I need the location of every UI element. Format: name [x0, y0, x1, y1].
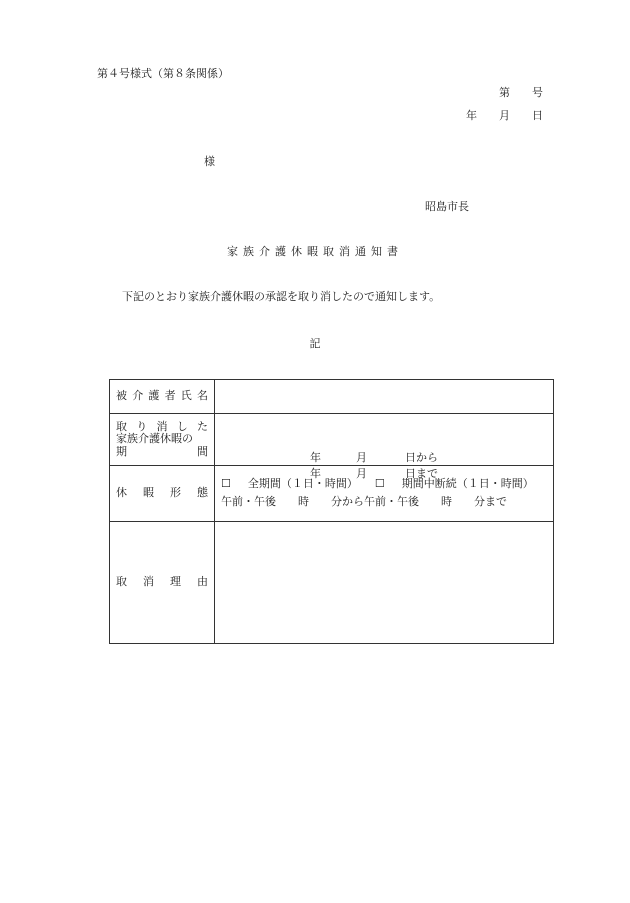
leave-time-range: 午前・午後 時 分から午前・午後 時 分まで	[221, 495, 507, 508]
care-recipient-name-field[interactable]	[215, 380, 554, 414]
date-month: 月	[499, 109, 510, 122]
leave-type-label: 休 暇 形 態	[110, 466, 215, 522]
table-row	[110, 466, 554, 522]
addressee: 様	[204, 155, 215, 168]
cancelled-period-field[interactable]: 年 月 日から 年 月 日まで	[215, 414, 554, 466]
leave-type-options	[215, 478, 553, 491]
full-period-option: 全期間（１日・時間）	[247, 477, 358, 491]
notice-table	[109, 379, 554, 644]
doc-number-prefix: 第	[499, 86, 510, 99]
date-day: 日	[532, 109, 543, 122]
document-title: 家族介護休暇取消通知書	[227, 245, 403, 258]
cancellation-reason-field[interactable]	[215, 522, 554, 644]
full-period-checkbox[interactable]: ☐	[221, 477, 231, 491]
document-number	[499, 87, 543, 98]
issue-date	[466, 110, 543, 121]
ki-marker: 記	[309, 337, 321, 350]
form-number: 第４号様式（第８条関係）	[97, 67, 229, 80]
interrupted-period-checkbox[interactable]: ☐	[374, 477, 385, 491]
date-year: 年	[466, 109, 477, 122]
issuer: 昭島市長	[425, 200, 469, 213]
cancellation-reason-label: 取 消 理 由	[110, 522, 215, 644]
interrupted-period-option: 期間中断続（１日・時間）	[401, 477, 534, 491]
leave-type-field	[215, 466, 554, 522]
lead-text: 下記のとおり家族介護休暇の承認を取り消したので通知します。	[122, 290, 441, 303]
care-recipient-name-label: 被 介 護 者 氏 名	[110, 380, 215, 414]
doc-number-suffix: 号	[532, 86, 543, 99]
cancelled-period-label: 取 り 消 し た 家族介護休暇の 期 間	[110, 414, 215, 466]
table-row	[110, 414, 554, 466]
table-row	[110, 380, 554, 414]
table-row	[110, 522, 554, 644]
